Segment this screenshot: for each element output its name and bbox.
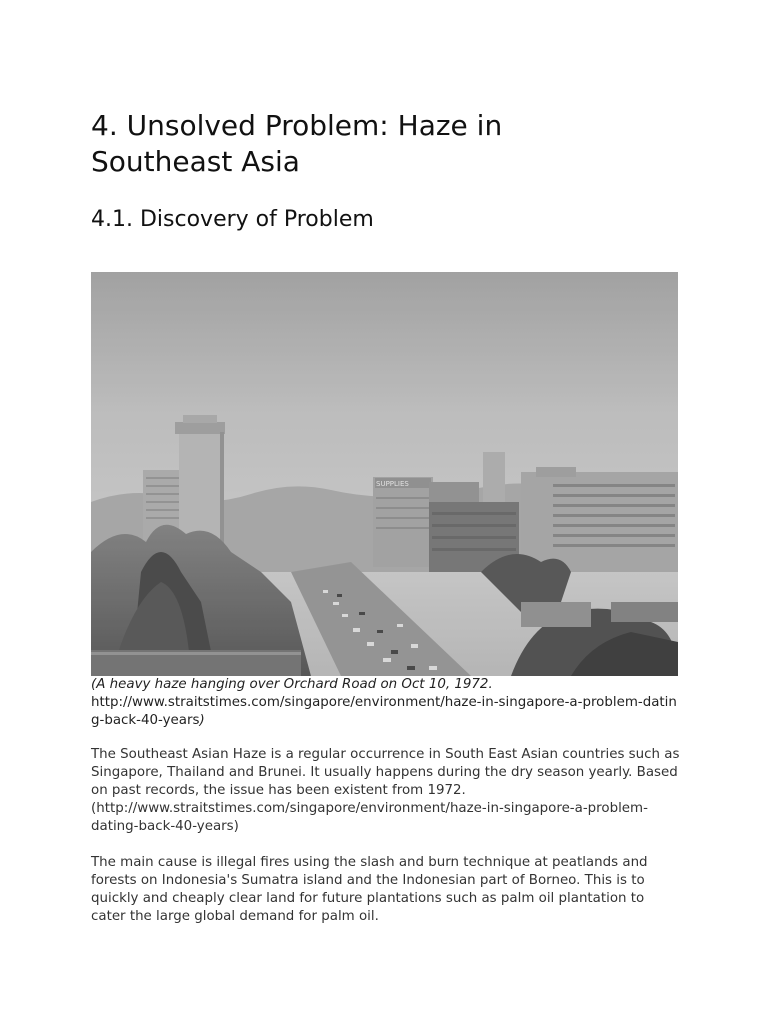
- paragraph-haze-overview: The Southeast Asian Haze is a regular occurrence in South East Asian countries such as Singapore, Thailand and Brunei. It usually happens during the dry season yearly. Based on past records, the issue has been existent from 1972. (http://www.straitstimes.com/singapore/environment/haze-in-singapore-a-problem-dating-back-40-years): [91, 747, 680, 834]
- haze-photo: [91, 272, 678, 676]
- building-sign-text: SUPPLIES: [376, 480, 409, 488]
- subsection-heading: 4.1. Discovery of Problem: [91, 207, 374, 232]
- caption-source-link[interactable]: http://www.straitstimes.com/singapore/environment/haze-in-singapore-a-problem-dating-back-40-years: [91, 695, 677, 728]
- section-heading: 4. Unsolved Problem: Haze in Southeast Asia: [91, 109, 503, 178]
- figure-caption: [91, 676, 681, 730]
- paragraph-haze-cause: The main cause is illegal fires using the slash and burn technique at peatlands and forests on Indonesia's Sumatra island and the Indonesian part of Borneo. This is to quickly and cheaply clear land for future plantations such as palm oil plantation to cater the large global demand for palm oil.: [91, 855, 648, 924]
- caption-text: (A heavy haze hanging over Orchard Road on Oct 10, 1972.: [91, 677, 493, 692]
- caption-close: ): [199, 713, 205, 728]
